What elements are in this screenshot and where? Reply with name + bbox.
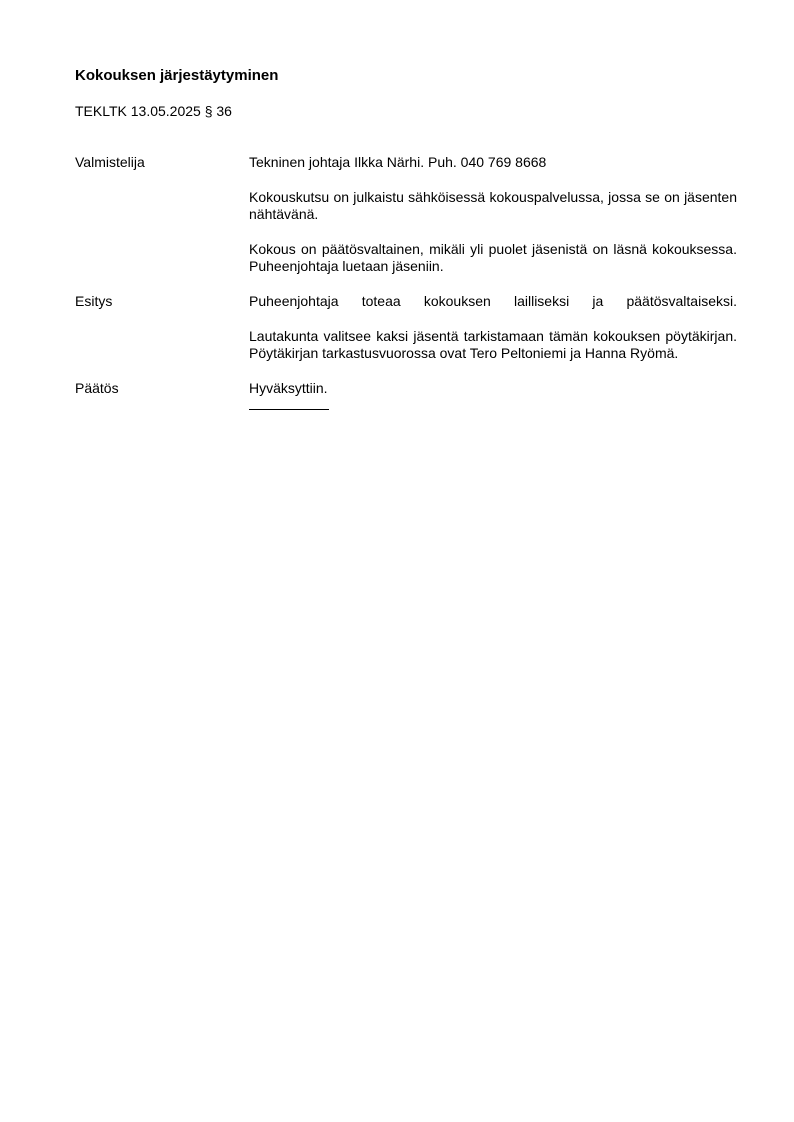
document-title: Kokouksen järjestäytyminen	[75, 67, 279, 84]
section-label-paatos: Päätös	[75, 380, 119, 396]
signature-line	[249, 409, 329, 410]
section-content-valmistelija	[249, 154, 737, 293]
section-valmistelija	[75, 154, 737, 293]
paragraph-meeting-notice: Kokouskutsu on julkaistu sähköisessä kokouspalvelussa, jossa se on jäsenten nähtävänä.	[249, 189, 737, 222]
section-paatos	[75, 380, 737, 428]
section-label-valmistelija: Valmistelija	[75, 154, 145, 170]
section-content-esitys	[249, 293, 737, 380]
paragraph-minutes-inspectors: Lautakunta valitsee kaksi jäsentä tarkistamaan tämän kokouksen pöytäkirjan. Pöytäkirjan tarkastusvuorossa ovat Tero Peltoniemi ja Hanna Ryömä.	[249, 328, 737, 361]
section-content-paatos	[249, 380, 737, 428]
section-label-esitys: Esitys	[75, 293, 113, 309]
document-reference: TEKLTK 13.05.2025 § 36	[75, 103, 232, 119]
paragraph-preparer-info: Tekninen johtaja Ilkka Närhi. Puh. 040 769 8668	[249, 154, 547, 170]
paragraph-quorum-rule: Kokous on päätösvaltainen, mikäli yli puolet jäsenistä on läsnä kokouksessa. Puheenjohtaja luetaan jäseniin.	[249, 241, 737, 274]
paragraph-proposal-legality: Puheenjohtaja toteaa kokouksen lailliseksi ja päätösvaltaiseksi.	[249, 293, 737, 309]
paragraph-decision: Hyväksyttiin.	[249, 380, 328, 396]
section-esitys	[75, 293, 737, 380]
